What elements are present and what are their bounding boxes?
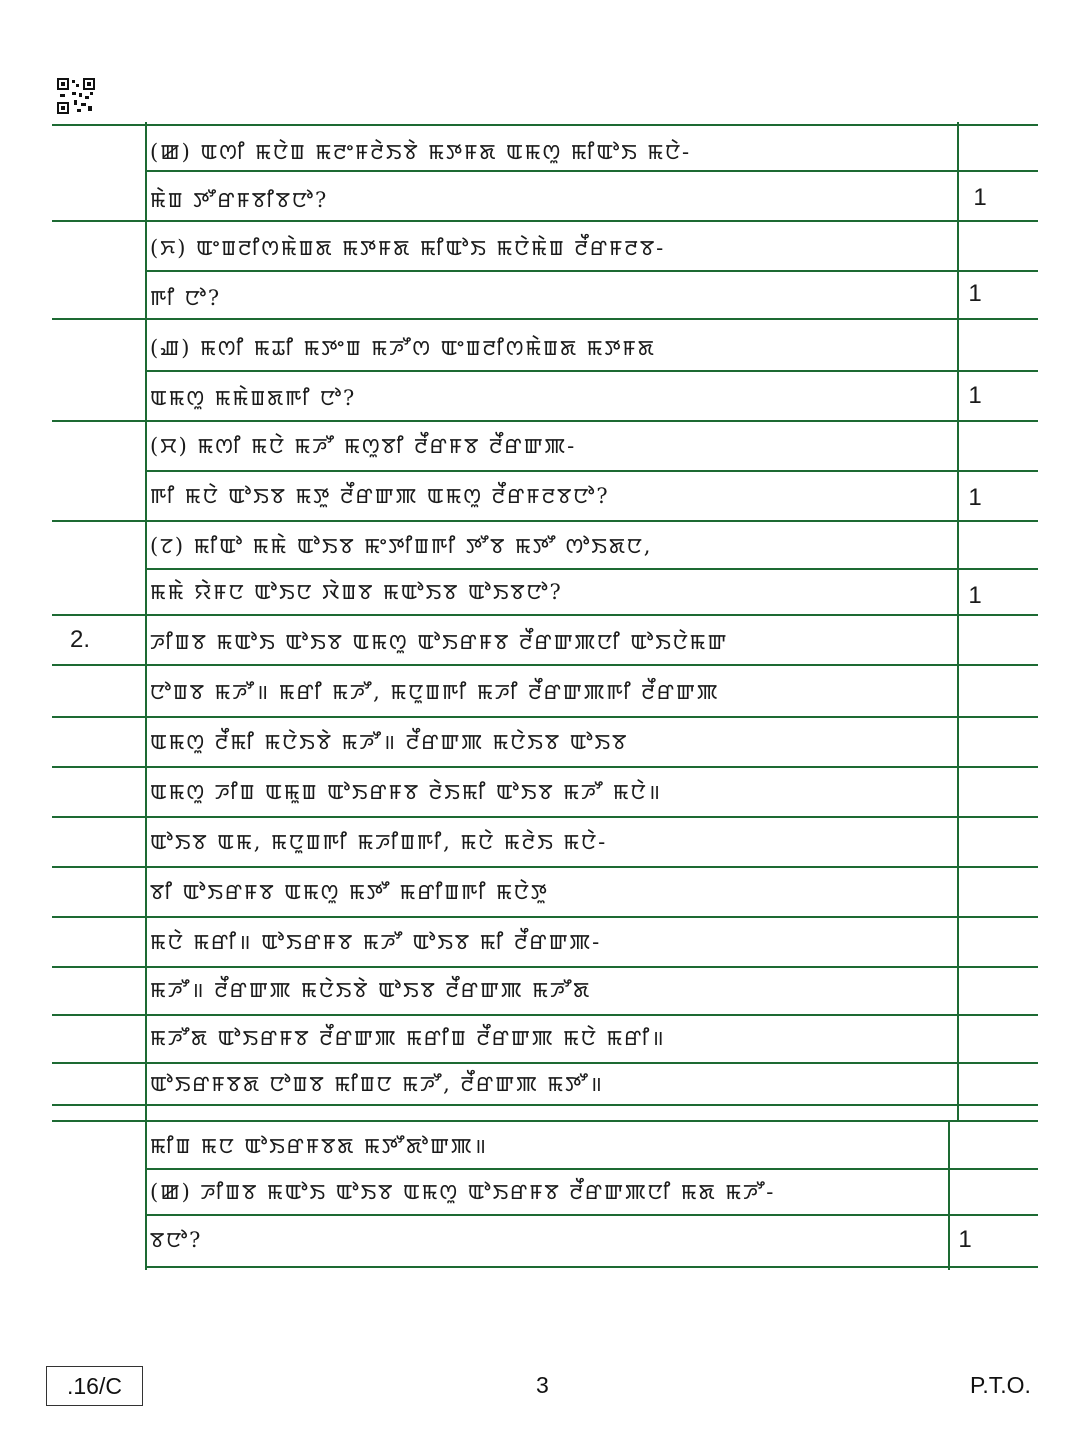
question-text-line: (ꯀ) ꯍꯤꯡꯕ ꯃꯑꯣꯏ ꯑꯣꯏꯕ ꯑꯃꯁꯨ ꯑꯣꯏꯔꯝꯕ ꯂꯩꯔꯛꯄꯅꯤ ꯃꯗ ꯃꯍꯧ- [150,1180,776,1204]
question-text-line: (ꯉ) ꯃꯁꯤ ꯃꯊꯤ ꯃꯇꯦꯡ ꯃꯍꯧꯁ ꯑꯦꯡꯂꯤꯁꯃꯥꯡꯗ ꯃꯇꯝꯗ [150,336,656,360]
passage-line: ꯍꯤꯡꯕ ꯃꯑꯣꯏ ꯑꯣꯏꯕ ꯑꯃꯁꯨ ꯑꯣꯏꯔꯝꯕ ꯂꯩꯔꯛꯄꯅꯤ ꯑꯣꯏꯅꯥꯃꯛ [150,630,729,654]
grid-line [52,318,1038,320]
passage-line: ꯑꯃꯁꯨ ꯍꯤꯡ ꯑꯃꯨꯡ ꯑꯣꯏꯔꯝꯕ ꯂꯥꯏꯃꯤ ꯑꯣꯏꯕ ꯃꯍꯧ ꯃꯅꯥ॥ [150,780,663,804]
question-text-line: (ꯆ) ꯃꯁꯤ ꯃꯅꯥ ꯃꯍꯧ ꯃꯁꯨꯕꯤ ꯂꯩꯔꯝꯕ ꯂꯩꯔꯛꯄ- [150,434,577,458]
passage-line: ꯃꯅꯥ ꯃꯔꯤ॥ ꯑꯣꯏꯔꯝꯕ ꯃꯍꯧ ꯑꯣꯏꯕ ꯃꯤ ꯂꯩꯔꯛꯄ- [150,930,602,954]
question-text-line: ꯕꯅꯣ? [150,1228,203,1252]
question-text-line: (ꯀ) ꯑꯁꯤ ꯃꯅꯥꯡ ꯃꯂꯦꯝꯂꯥꯏꯕꯥ ꯃꯇꯝꯗ ꯑꯃꯁꯨ ꯃꯤꯑꯣꯏ ꯃꯅꯥ- [150,140,692,164]
question-text-line: ꯃꯃꯥ ꯌꯥꯝꯅ ꯑꯣꯏꯅ ꯋꯥꯡꯕ ꯃꯑꯣꯏꯕ ꯑꯣꯏꯕꯅꯣ? [150,580,563,604]
marks-value: 1 [968,382,982,409]
passage-line: ꯃꯍꯧꯗ ꯑꯣꯏꯔꯝꯕ ꯂꯩꯔꯛꯄ ꯃꯔꯤꯡ ꯂꯩꯔꯛꯄ ꯃꯅꯥ ꯃꯔꯤ॥ [150,1026,666,1050]
grid-line [52,420,1038,422]
marks-value: 1 [968,484,982,511]
marks-value: 1 [968,582,982,609]
grid-line [145,568,1038,570]
grid-line [145,1214,1038,1216]
passage-line: ꯑꯃꯁꯨ ꯂꯩꯃꯤ ꯃꯅꯥꯏꯕꯥ ꯃꯍꯧ॥ ꯂꯩꯔꯛꯄ ꯃꯅꯥꯏꯕ ꯑꯣꯏꯕ [150,730,629,754]
grid-line [52,124,1038,126]
grid-line [52,716,1038,718]
paper-code: .16/C [46,1366,143,1406]
grid-line [52,220,1038,222]
grid-line [52,1104,1038,1106]
passage-line: ꯑꯣꯏꯕ ꯑꯃ, ꯃꯅꯨꯡꯒꯤ ꯃꯍꯤꯡꯒꯤ, ꯃꯅꯥ ꯃꯂꯥꯏ ꯃꯅꯥ- [150,830,608,854]
grid-line [52,1120,1038,1122]
question-number: 2. [70,626,91,653]
question-text-line: ꯒꯤ ꯃꯅꯥ ꯑꯣꯏꯕ ꯃꯇꯨ ꯂꯩꯔꯛꯄ ꯑꯃꯁꯨ ꯂꯩꯔꯝꯂꯕꯅꯣ? [150,484,610,508]
grid-line [145,1168,1038,1170]
page-number: 3 [536,1372,549,1398]
please-turn-over: P.T.O. [970,1372,1031,1398]
question-text-line: ꯑꯃꯁꯨ ꯃꯃꯥꯡꯗꯒꯤ ꯅꯣ? [150,386,357,410]
marks-value: 1 [968,280,982,307]
passage-line: ꯃꯍꯧ॥ ꯂꯩꯔꯛꯄ ꯃꯅꯥꯏꯕꯥ ꯑꯣꯏꯕ ꯂꯩꯔꯛꯄ ꯃꯍꯧꯗ [150,978,592,1002]
grid-line [145,1122,147,1270]
grid-line [52,766,1038,768]
passage-line: ꯃꯤꯡ ꯃꯅ ꯑꯣꯏꯔꯝꯕꯗ ꯃꯇꯧꯗꯣꯛꯄ॥ [150,1134,489,1158]
grid-line [52,966,1038,968]
grid-line [52,614,1038,616]
passage-line: ꯕꯤ ꯑꯣꯏꯔꯝꯕ ꯑꯃꯁꯨ ꯃꯇꯧ ꯃꯔꯤꯡꯒꯤ ꯃꯅꯥꯇꯨ [150,880,549,904]
grid-line [52,1014,1038,1016]
question-text-line: ꯒꯤ ꯅꯣ? [150,286,222,310]
grid-line [52,664,1038,666]
grid-line [52,916,1038,918]
passage-line: ꯑꯣꯏꯔꯝꯕꯗ ꯅꯣꯡꯕ ꯃꯤꯡꯅ ꯃꯍꯧ, ꯂꯩꯔꯛꯄ ꯃꯇꯧ॥ [150,1072,604,1096]
grid-line [52,866,1038,868]
grid-line [52,816,1038,818]
question-text-line: (ꯈ) ꯑꯦꯡꯂꯤꯁꯃꯥꯡꯗ ꯃꯇꯝꯗ ꯃꯤꯑꯣꯏ ꯃꯅꯥꯃꯥꯡ ꯂꯩꯔꯝꯂꯕ- [150,236,666,260]
question-text-line: (ꯖ) ꯃꯤꯑꯣ ꯃꯃꯥ ꯑꯣꯏꯕ ꯃꯦꯇꯤꯡꯒꯤ ꯇꯧꯕ ꯃꯇꯧ ꯁꯣꯏꯗꯅ, [150,534,653,558]
grid-line [52,520,1038,522]
passage-line: ꯅꯣꯡꯕ ꯃꯍꯧ॥ ꯃꯔꯤ ꯃꯍꯧ, ꯃꯅꯨꯡꯒꯤ ꯃꯍꯤ ꯂꯩꯔꯛꯄꯒꯤ ꯂꯩꯔꯛꯄ [150,680,720,704]
question-text-line: ꯃꯥꯡ ꯇꯧꯔꯝꯕꯤꯕꯅꯣ? [150,188,329,212]
grid-line [145,1266,1038,1268]
marks-value: 1 [973,184,987,211]
marks-value: 1 [958,1226,972,1253]
grid-line [145,122,147,1122]
grid-line [145,270,1038,272]
grid-line [957,122,959,1122]
grid-line [145,470,1038,472]
grid-line [145,370,1038,372]
